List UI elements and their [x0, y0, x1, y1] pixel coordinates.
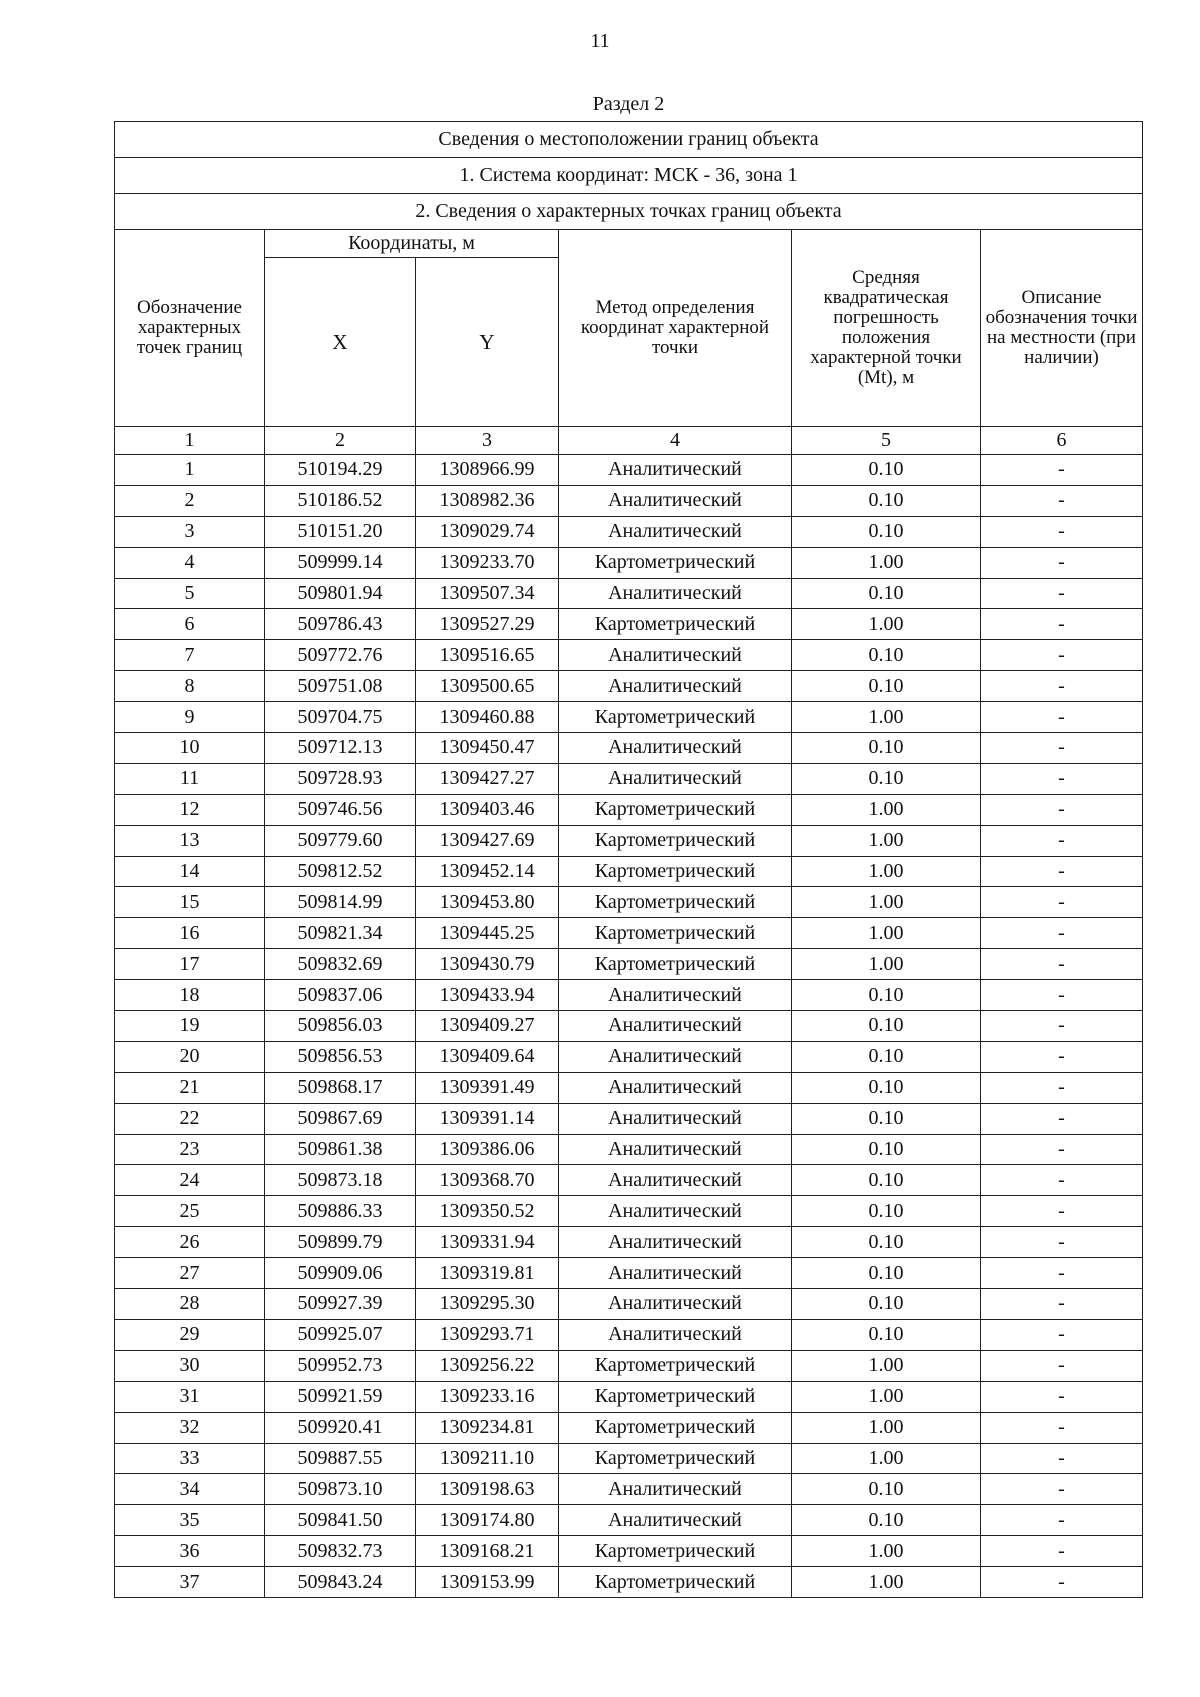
table-row	[115, 609, 1143, 640]
table-row	[115, 1319, 1143, 1350]
header-point-designation: Обозначение характерных точек границ	[115, 230, 265, 427]
page-number: 11	[590, 30, 610, 52]
error-cell: 0.10	[792, 1165, 981, 1196]
point-id-cell: 34	[115, 1474, 265, 1505]
point-id-cell: 10	[115, 733, 265, 764]
error-cell: 0.10	[792, 1103, 981, 1134]
y-coordinate-cell: 1309450.47	[416, 733, 559, 764]
description-cell: -	[981, 1289, 1143, 1320]
table-row	[115, 763, 1143, 794]
table-row	[115, 547, 1143, 578]
y-coordinate-cell: 1309234.81	[416, 1412, 559, 1443]
error-cell: 1.00	[792, 609, 981, 640]
point-id-cell: 25	[115, 1196, 265, 1227]
table-row	[115, 485, 1143, 516]
point-id-cell: 30	[115, 1350, 265, 1381]
method-cell: Аналитический	[559, 516, 792, 547]
method-cell: Аналитический	[559, 1134, 792, 1165]
error-cell: 0.10	[792, 763, 981, 794]
table-row	[115, 702, 1143, 733]
x-coordinate-cell: 509909.06	[265, 1258, 416, 1289]
error-cell: 0.10	[792, 1196, 981, 1227]
table-row	[115, 887, 1143, 918]
error-cell: 0.10	[792, 1134, 981, 1165]
table-row	[115, 1474, 1143, 1505]
x-coordinate-cell: 509873.18	[265, 1165, 416, 1196]
method-cell: Аналитический	[559, 1227, 792, 1258]
x-coordinate-cell: 509921.59	[265, 1381, 416, 1412]
description-cell: -	[981, 825, 1143, 856]
point-id-cell: 18	[115, 980, 265, 1011]
header-description: Описание обозначения точки на местности (при наличии)	[981, 230, 1143, 427]
method-cell: Картометрический	[559, 1443, 792, 1474]
error-cell: 1.00	[792, 1412, 981, 1443]
description-cell: -	[981, 1103, 1143, 1134]
x-coordinate-cell: 510194.29	[265, 455, 416, 486]
table-row	[115, 980, 1143, 1011]
error-cell: 0.10	[792, 1289, 981, 1320]
error-cell: 0.10	[792, 1505, 981, 1536]
point-id-cell: 23	[115, 1134, 265, 1165]
x-coordinate-cell: 509712.13	[265, 733, 416, 764]
method-cell: Картометрический	[559, 1381, 792, 1412]
description-cell: -	[981, 1412, 1143, 1443]
description-cell: -	[981, 794, 1143, 825]
table-row	[115, 516, 1143, 547]
x-coordinate-cell: 509867.69	[265, 1103, 416, 1134]
y-coordinate-cell: 1309295.30	[416, 1289, 559, 1320]
description-cell: -	[981, 640, 1143, 671]
description-cell: -	[981, 949, 1143, 980]
x-coordinate-cell: 509814.99	[265, 887, 416, 918]
method-cell: Картометрический	[559, 887, 792, 918]
table-row	[115, 949, 1143, 980]
method-cell: Картометрический	[559, 825, 792, 856]
y-coordinate-cell: 1309391.14	[416, 1103, 559, 1134]
table-row	[115, 733, 1143, 764]
method-cell: Картометрический	[559, 1567, 792, 1598]
method-cell: Картометрический	[559, 918, 792, 949]
method-cell: Аналитический	[559, 1474, 792, 1505]
method-cell: Картометрический	[559, 1536, 792, 1567]
point-id-cell: 12	[115, 794, 265, 825]
error-cell: 0.10	[792, 671, 981, 702]
description-cell: -	[981, 1258, 1143, 1289]
table-row	[115, 640, 1143, 671]
method-cell: Аналитический	[559, 763, 792, 794]
y-coordinate-cell: 1309319.81	[416, 1258, 559, 1289]
description-cell: -	[981, 980, 1143, 1011]
y-coordinate-cell: 1309350.52	[416, 1196, 559, 1227]
x-coordinate-cell: 509821.34	[265, 918, 416, 949]
x-coordinate-cell: 509873.10	[265, 1474, 416, 1505]
y-coordinate-cell: 1308982.36	[416, 485, 559, 516]
point-id-cell: 13	[115, 825, 265, 856]
coordinate-system-line: 1. Система координат: МСК - 36, зона 1	[115, 158, 1143, 194]
y-coordinate-cell: 1309368.70	[416, 1165, 559, 1196]
header-error: Средняя квадратическая погрешность положения характерной точки (Mt), м	[792, 230, 981, 427]
error-cell: 1.00	[792, 1536, 981, 1567]
table-row	[115, 1227, 1143, 1258]
y-coordinate-cell: 1309452.14	[416, 856, 559, 887]
method-cell: Аналитический	[559, 1196, 792, 1227]
description-cell: -	[981, 516, 1143, 547]
description-cell: -	[981, 1319, 1143, 1350]
method-cell: Аналитический	[559, 1258, 792, 1289]
y-coordinate-cell: 1309409.27	[416, 1011, 559, 1042]
point-id-cell: 11	[115, 763, 265, 794]
x-coordinate-cell: 509861.38	[265, 1134, 416, 1165]
error-cell: 1.00	[792, 1443, 981, 1474]
description-cell: -	[981, 1011, 1143, 1042]
method-cell: Аналитический	[559, 1011, 792, 1042]
method-cell: Аналитический	[559, 1165, 792, 1196]
description-cell: -	[981, 1072, 1143, 1103]
description-cell: -	[981, 733, 1143, 764]
error-cell: 1.00	[792, 1381, 981, 1412]
point-id-cell: 29	[115, 1319, 265, 1350]
y-coordinate-cell: 1309403.46	[416, 794, 559, 825]
description-cell: -	[981, 609, 1143, 640]
method-cell: Аналитический	[559, 733, 792, 764]
description-cell: -	[981, 887, 1143, 918]
point-id-cell: 6	[115, 609, 265, 640]
table-row	[115, 1567, 1143, 1598]
description-cell: -	[981, 671, 1143, 702]
point-id-cell: 16	[115, 918, 265, 949]
header-x: X	[265, 258, 416, 427]
description-cell: -	[981, 578, 1143, 609]
point-id-cell: 9	[115, 702, 265, 733]
description-cell: -	[981, 1567, 1143, 1598]
point-id-cell: 31	[115, 1381, 265, 1412]
error-cell: 0.10	[792, 1319, 981, 1350]
column-number: 5	[792, 427, 981, 455]
column-number: 4	[559, 427, 792, 455]
table-row	[115, 1072, 1143, 1103]
table-row	[115, 1443, 1143, 1474]
method-cell: Картометрический	[559, 949, 792, 980]
x-coordinate-cell: 509837.06	[265, 980, 416, 1011]
method-cell: Аналитический	[559, 640, 792, 671]
x-coordinate-cell: 509772.76	[265, 640, 416, 671]
point-id-cell: 22	[115, 1103, 265, 1134]
error-cell: 0.10	[792, 1258, 981, 1289]
x-coordinate-cell: 509786.43	[265, 609, 416, 640]
point-id-cell: 19	[115, 1011, 265, 1042]
error-cell: 0.10	[792, 980, 981, 1011]
x-coordinate-cell: 509832.69	[265, 949, 416, 980]
method-cell: Картометрический	[559, 794, 792, 825]
column-number: 1	[115, 427, 265, 455]
point-id-cell: 5	[115, 578, 265, 609]
description-cell: -	[981, 1536, 1143, 1567]
description-cell: -	[981, 1505, 1143, 1536]
y-coordinate-cell: 1309233.70	[416, 547, 559, 578]
y-coordinate-cell: 1309409.64	[416, 1041, 559, 1072]
point-id-cell: 4	[115, 547, 265, 578]
method-cell: Аналитический	[559, 578, 792, 609]
point-id-cell: 28	[115, 1289, 265, 1320]
error-cell: 0.10	[792, 1474, 981, 1505]
y-coordinate-cell: 1309233.16	[416, 1381, 559, 1412]
description-cell: -	[981, 1134, 1143, 1165]
error-cell: 1.00	[792, 794, 981, 825]
error-cell: 0.10	[792, 1011, 981, 1042]
table-row	[115, 794, 1143, 825]
y-coordinate-cell: 1309168.21	[416, 1536, 559, 1567]
method-cell: Аналитический	[559, 1319, 792, 1350]
y-coordinate-cell: 1309460.88	[416, 702, 559, 733]
y-coordinate-cell: 1309445.25	[416, 918, 559, 949]
x-coordinate-cell: 509779.60	[265, 825, 416, 856]
table-row	[115, 671, 1143, 702]
description-cell: -	[981, 1196, 1143, 1227]
method-cell: Картометрический	[559, 702, 792, 733]
table-row	[115, 1289, 1143, 1320]
description-cell: -	[981, 1227, 1143, 1258]
header-y: Y	[416, 258, 559, 427]
y-coordinate-cell: 1309433.94	[416, 980, 559, 1011]
y-coordinate-cell: 1309427.27	[416, 763, 559, 794]
error-cell: 1.00	[792, 825, 981, 856]
description-cell: -	[981, 1474, 1143, 1505]
x-coordinate-cell: 510151.20	[265, 516, 416, 547]
table-row	[115, 455, 1143, 486]
table-row	[115, 1536, 1143, 1567]
x-coordinate-cell: 509925.07	[265, 1319, 416, 1350]
table-row	[115, 1381, 1143, 1412]
y-coordinate-cell: 1309153.99	[416, 1567, 559, 1598]
y-coordinate-cell: 1309198.63	[416, 1474, 559, 1505]
point-id-cell: 14	[115, 856, 265, 887]
point-id-cell: 37	[115, 1567, 265, 1598]
point-id-cell: 8	[115, 671, 265, 702]
y-coordinate-cell: 1309293.71	[416, 1319, 559, 1350]
description-cell: -	[981, 763, 1143, 794]
x-coordinate-cell: 509728.93	[265, 763, 416, 794]
error-cell: 1.00	[792, 856, 981, 887]
x-coordinate-cell: 509801.94	[265, 578, 416, 609]
description-cell: -	[981, 918, 1143, 949]
table-row	[115, 1134, 1143, 1165]
error-cell: 0.10	[792, 485, 981, 516]
x-coordinate-cell: 509832.73	[265, 1536, 416, 1567]
method-cell: Аналитический	[559, 1103, 792, 1134]
description-cell: -	[981, 1165, 1143, 1196]
point-id-cell: 21	[115, 1072, 265, 1103]
y-coordinate-cell: 1309427.69	[416, 825, 559, 856]
point-id-cell: 2	[115, 485, 265, 516]
table-row	[115, 1258, 1143, 1289]
method-cell: Аналитический	[559, 1041, 792, 1072]
method-cell: Аналитический	[559, 980, 792, 1011]
description-cell: -	[981, 485, 1143, 516]
x-coordinate-cell: 509751.08	[265, 671, 416, 702]
boundary-points-table	[114, 121, 1143, 1598]
x-coordinate-cell: 509920.41	[265, 1412, 416, 1443]
table-row	[115, 1165, 1143, 1196]
y-coordinate-cell: 1309174.80	[416, 1505, 559, 1536]
column-number: 6	[981, 427, 1143, 455]
description-cell: -	[981, 1381, 1143, 1412]
method-cell: Аналитический	[559, 455, 792, 486]
point-id-cell: 33	[115, 1443, 265, 1474]
table-row	[115, 825, 1143, 856]
error-cell: 0.10	[792, 733, 981, 764]
y-coordinate-cell: 1309500.65	[416, 671, 559, 702]
table-banner: Сведения о местоположении границ объекта	[115, 122, 1143, 158]
table-row	[115, 1196, 1143, 1227]
x-coordinate-cell: 509887.55	[265, 1443, 416, 1474]
error-cell: 1.00	[792, 547, 981, 578]
method-cell: Аналитический	[559, 1072, 792, 1103]
error-cell: 1.00	[792, 702, 981, 733]
x-coordinate-cell: 509746.56	[265, 794, 416, 825]
error-cell: 1.00	[792, 1567, 981, 1598]
method-cell: Картометрический	[559, 547, 792, 578]
point-id-cell: 7	[115, 640, 265, 671]
x-coordinate-cell: 509999.14	[265, 547, 416, 578]
point-id-cell: 26	[115, 1227, 265, 1258]
table-row	[115, 918, 1143, 949]
column-number: 3	[416, 427, 559, 455]
method-cell: Аналитический	[559, 1505, 792, 1536]
point-id-cell: 24	[115, 1165, 265, 1196]
table-row	[115, 1103, 1143, 1134]
points-section-title: 2. Сведения о характерных точках границ объекта	[115, 194, 1143, 230]
y-coordinate-cell: 1309331.94	[416, 1227, 559, 1258]
error-cell: 1.00	[792, 918, 981, 949]
y-coordinate-cell: 1309527.29	[416, 609, 559, 640]
x-coordinate-cell: 509704.75	[265, 702, 416, 733]
table-row	[115, 1041, 1143, 1072]
point-id-cell: 36	[115, 1536, 265, 1567]
section-title: Раздел 2	[592, 93, 665, 115]
table-row	[115, 1350, 1143, 1381]
table-row	[115, 1505, 1143, 1536]
point-id-cell: 32	[115, 1412, 265, 1443]
error-cell: 0.10	[792, 578, 981, 609]
table-row	[115, 856, 1143, 887]
point-id-cell: 17	[115, 949, 265, 980]
method-cell: Картометрический	[559, 609, 792, 640]
description-cell: -	[981, 702, 1143, 733]
method-cell: Аналитический	[559, 1289, 792, 1320]
y-coordinate-cell: 1309507.34	[416, 578, 559, 609]
description-cell: -	[981, 455, 1143, 486]
y-coordinate-cell: 1309516.65	[416, 640, 559, 671]
error-cell: 0.10	[792, 516, 981, 547]
point-id-cell: 3	[115, 516, 265, 547]
x-coordinate-cell: 509843.24	[265, 1567, 416, 1598]
method-cell: Аналитический	[559, 671, 792, 702]
x-coordinate-cell: 509899.79	[265, 1227, 416, 1258]
header-method: Метод определения координат характерной точки	[559, 230, 792, 427]
x-coordinate-cell: 510186.52	[265, 485, 416, 516]
y-coordinate-cell: 1309391.49	[416, 1072, 559, 1103]
point-id-cell: 27	[115, 1258, 265, 1289]
y-coordinate-cell: 1309256.22	[416, 1350, 559, 1381]
error-cell: 1.00	[792, 1350, 981, 1381]
error-cell: 0.10	[792, 455, 981, 486]
point-id-cell: 20	[115, 1041, 265, 1072]
y-coordinate-cell: 1309430.79	[416, 949, 559, 980]
x-coordinate-cell: 509927.39	[265, 1289, 416, 1320]
x-coordinate-cell: 509856.03	[265, 1011, 416, 1042]
y-coordinate-cell: 1309453.80	[416, 887, 559, 918]
method-cell: Картометрический	[559, 856, 792, 887]
point-id-cell: 35	[115, 1505, 265, 1536]
y-coordinate-cell: 1308966.99	[416, 455, 559, 486]
column-number: 2	[265, 427, 416, 455]
point-id-cell: 1	[115, 455, 265, 486]
y-coordinate-cell: 1309211.10	[416, 1443, 559, 1474]
description-cell: -	[981, 856, 1143, 887]
error-cell: 0.10	[792, 1072, 981, 1103]
header-coordinates: Координаты, м	[265, 230, 559, 258]
description-cell: -	[981, 1041, 1143, 1072]
column-number-row	[115, 427, 1143, 455]
error-cell: 1.00	[792, 887, 981, 918]
description-cell: -	[981, 1443, 1143, 1474]
error-cell: 0.10	[792, 1227, 981, 1258]
x-coordinate-cell: 509812.52	[265, 856, 416, 887]
x-coordinate-cell: 509841.50	[265, 1505, 416, 1536]
x-coordinate-cell: 509952.73	[265, 1350, 416, 1381]
method-cell: Картометрический	[559, 1412, 792, 1443]
error-cell: 0.10	[792, 1041, 981, 1072]
point-id-cell: 15	[115, 887, 265, 918]
table-row	[115, 1011, 1143, 1042]
method-cell: Картометрический	[559, 1350, 792, 1381]
x-coordinate-cell: 509856.53	[265, 1041, 416, 1072]
x-coordinate-cell: 509868.17	[265, 1072, 416, 1103]
table-row	[115, 1412, 1143, 1443]
x-coordinate-cell: 509886.33	[265, 1196, 416, 1227]
method-cell: Аналитический	[559, 485, 792, 516]
description-cell: -	[981, 547, 1143, 578]
error-cell: 1.00	[792, 949, 981, 980]
table-row	[115, 578, 1143, 609]
y-coordinate-cell: 1309386.06	[416, 1134, 559, 1165]
error-cell: 0.10	[792, 640, 981, 671]
y-coordinate-cell: 1309029.74	[416, 516, 559, 547]
description-cell: -	[981, 1350, 1143, 1381]
